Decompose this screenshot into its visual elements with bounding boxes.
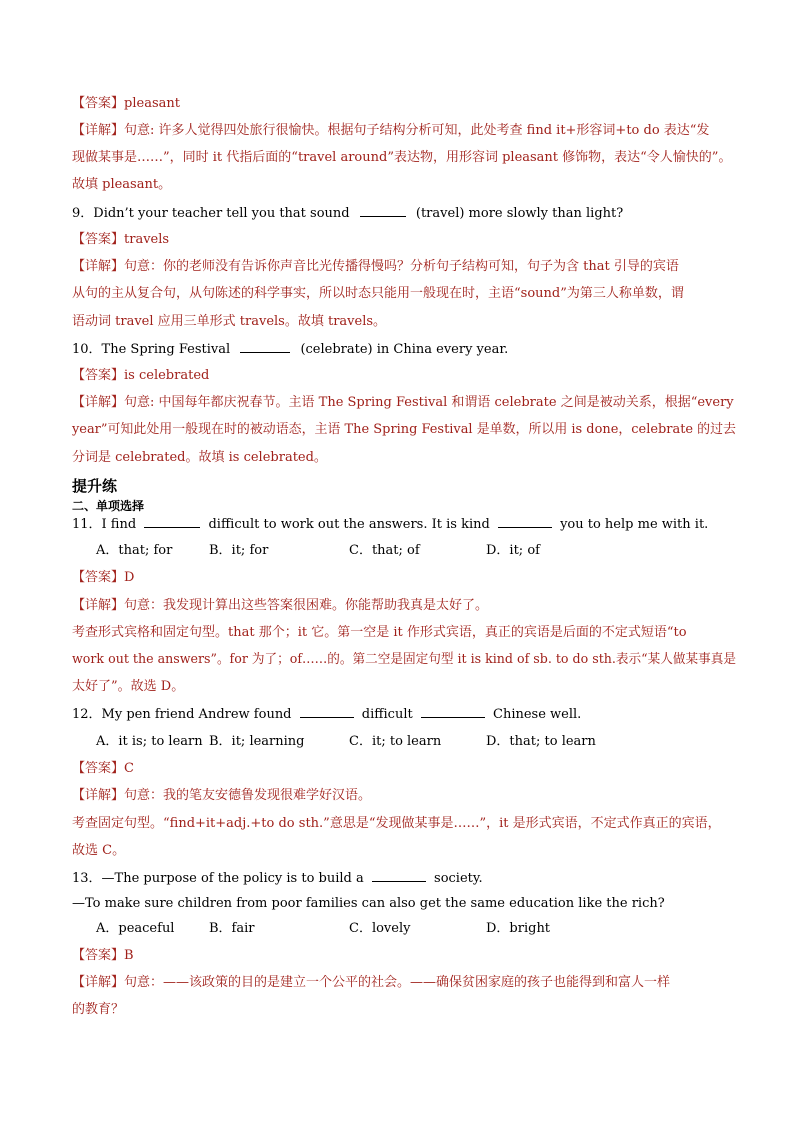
answer-tag: 【答案】 [72, 761, 125, 776]
detail-tag: 【详解】 [72, 259, 125, 274]
answer-tag: 【答案】 [72, 570, 125, 585]
detail-text: 现做某事是……”，同时 it 代指后面的“travel around”表达物，用形容词 pleasant 修饰物，表达“令人愉快的”。 [72, 150, 732, 165]
option-b[interactable]: B．it; learning [209, 734, 305, 749]
question-text: difficult [361, 707, 413, 722]
detail-text: 从句的主从复合句，从句陈述的科学事实，所以时态只能用一般现在时，主语“sound”为第三人称单数，谓 [72, 286, 684, 301]
answer-blank[interactable] [360, 204, 406, 217]
detail-line [72, 122, 709, 140]
answer-blank[interactable] [372, 869, 426, 882]
answer-line [72, 367, 209, 385]
detail-tag: 【详解】 [72, 788, 125, 803]
question-text: 10．The Spring Festival [72, 342, 231, 357]
detail-text: 句意：——该政策的目的是建立一个公平的社会。——确保贫困家庭的孩子也能得到和富人一样 [124, 975, 671, 990]
subsection-title: 二、单项选择 [72, 499, 145, 513]
detail-line [72, 258, 679, 276]
detail-line [72, 597, 488, 615]
detail-line [72, 394, 734, 412]
answer-tag: 【答案】 [72, 96, 125, 111]
answer-tag: 【答案】 [72, 948, 125, 963]
answer-line [72, 569, 134, 587]
answer-value: pleasant [124, 96, 180, 111]
answer-value: travels [124, 232, 170, 247]
option-d[interactable]: D．it; of [486, 543, 540, 558]
detail-line [72, 787, 371, 805]
question-text: society. [434, 871, 483, 886]
detail-text: 句意: 许多人觉得四处旅行很愉快。根据句子结构分析可知，此处考查 find it+形容词+to do 表达“发 [124, 123, 710, 138]
option-a[interactable]: A．that; for [96, 543, 173, 558]
question-text: 11．I find [72, 517, 137, 532]
question-text: (travel) more slowly than light? [415, 206, 624, 221]
option-b[interactable]: B．it; for [209, 543, 269, 558]
question-text: —To make sure children from poor families can also get the same education like the rich? [72, 896, 665, 911]
detail-text: year”可知此处用一般现在时的被动语态，主语 The Spring Festival 是单数，所以用 is done，celebrate 的过去 [72, 422, 736, 437]
detail-text: 句意: 中国每年都庆祝春节。主语 The Spring Festival 和谓语 celebrate 之间是被动关系，根据“every [124, 395, 734, 410]
detail-text: 故选 C。 [72, 843, 126, 858]
detail-tag: 【详解】 [72, 598, 125, 613]
detail-text: 语动词 travel 应用三单形式 travels。故填 travels。 [72, 314, 387, 329]
question-text: you to help me with it. [560, 517, 709, 532]
question-12 [72, 705, 581, 724]
question-13 [72, 869, 483, 888]
question-text: 12．My pen friend Andrew found [72, 707, 292, 722]
detail-text: 考查固定句型。“find+it+adj.+to do sth.”意思是“发现做某事是……”，it 是形式宾语，不定式作真正的宾语， [72, 816, 721, 831]
option-a[interactable]: A．peaceful [96, 921, 175, 936]
answer-blank[interactable] [498, 515, 552, 528]
answer-value: C [124, 761, 134, 776]
question-text: Chinese well. [493, 707, 582, 722]
question-text: 9．Didn’t your teacher tell you that sound [72, 206, 350, 221]
detail-line [72, 974, 670, 992]
detail-tag: 【详解】 [72, 975, 125, 990]
answer-line [72, 947, 134, 965]
answer-tag: 【答案】 [72, 232, 125, 247]
answer-blank[interactable] [240, 340, 290, 353]
answer-line [72, 231, 169, 249]
detail-text: 分词是 celebrated。故填 is celebrated。 [72, 450, 327, 465]
detail-tag: 【详解】 [72, 123, 125, 138]
detail-text: work out the answers”。for 为了；of……的。第二空是固定句型 it is kind of sb. to do sth.表示“某人做某事真是 [72, 652, 736, 667]
option-d[interactable]: D．bright [486, 921, 551, 936]
option-d[interactable]: D．that; to learn [486, 734, 596, 749]
detail-text: 句意：我的笔友安德鲁发现很难学好汉语。 [124, 788, 372, 803]
answer-line [72, 760, 134, 778]
answer-value: is celebrated [124, 368, 210, 383]
detail-text: 句意：我发现计算出这些答案很困难。你能帮助我真是太好了。 [124, 598, 489, 613]
detail-text: 的教育？ [72, 1002, 125, 1017]
option-a[interactable]: A．it is; to learn [96, 734, 203, 749]
detail-text: 故填 pleasant。 [72, 177, 172, 192]
option-c[interactable]: C．lovely [349, 921, 411, 936]
question-text: 13．—The purpose of the policy is to build a [72, 871, 364, 886]
answer-blank[interactable] [421, 705, 485, 718]
question-text: (celebrate) in China every year. [300, 342, 509, 357]
question-10 [72, 340, 508, 359]
answer-blank[interactable] [144, 515, 200, 528]
detail-text: 句意：你的老师没有告诉你声音比光传播得慢吗？分析句子结构可知，句子为含 that 引导的宾语 [124, 259, 679, 274]
answer-value: B [124, 948, 134, 963]
detail-text: 考查形式宾格和固定句型。that 那个；it 它。第一空是 it 作形式宾语，真正的宾语是后面的不定式短语“to [72, 625, 687, 640]
question-11 [72, 515, 708, 534]
option-c[interactable]: C．it; to learn [349, 734, 442, 749]
detail-text: 太好了”。故选 D。 [72, 679, 185, 694]
answer-tag: 【答案】 [72, 368, 125, 383]
answer-line [72, 95, 180, 113]
option-b[interactable]: B．fair [209, 921, 255, 936]
answer-value: D [124, 570, 135, 585]
section-title: 提升练 [72, 477, 118, 495]
question-text: difficult to work out the answers. It is kind [208, 517, 490, 532]
answer-blank[interactable] [300, 705, 354, 718]
detail-tag: 【详解】 [72, 395, 125, 410]
question-9 [72, 204, 623, 223]
option-c[interactable]: C．that; of [349, 543, 420, 558]
